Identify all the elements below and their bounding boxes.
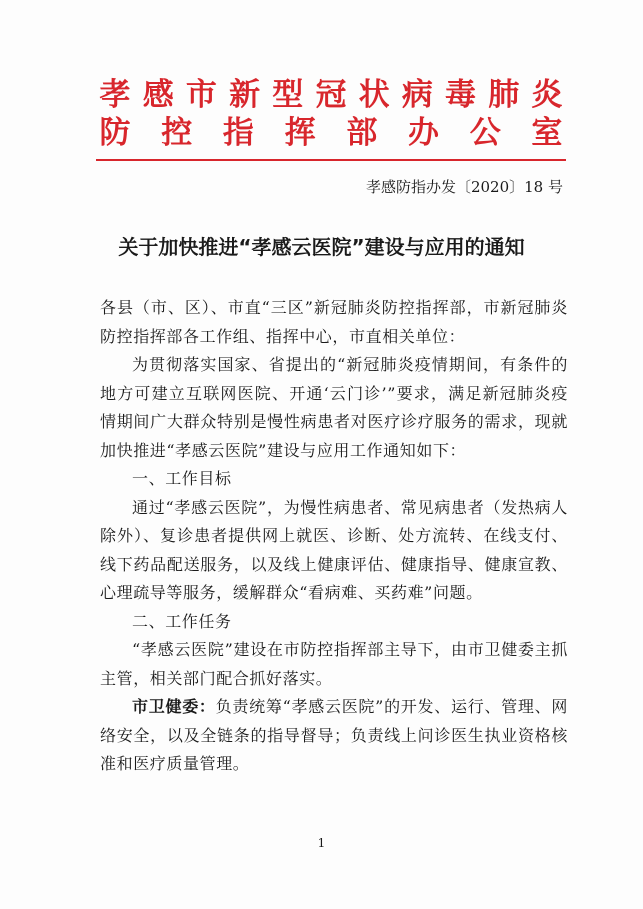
header-char: 孝 [99,77,131,113]
header-char: 毒 [445,77,476,113]
header-char: 炎 [531,77,563,113]
page-number: 1 [317,836,326,850]
issuing-office-header-line2 [96,114,566,152]
header-char: 型 [272,77,304,113]
duty-paragraph [100,693,568,779]
header-char: 新 [229,77,261,113]
header-char: 病 [401,77,433,113]
header-char: 市 [185,77,217,113]
recipients-paragraph: 各县（市、区）、市直“三区”新冠肺炎防控指挥部，市新冠肺炎防控指挥部各工作组、指挥中心，市直相关单位： [100,298,568,346]
section-heading-tasks: 二、工作任务 [132,611,232,631]
header-char: 公 [469,115,501,151]
duty-text: 负责统筹“孝感云医院”的开发、运行、管理、网络安全，以及全链条的指导督导；负责线上问诊医生执业资格核准和医疗质量管理。 [100,697,568,773]
header-char: 状 [358,77,390,113]
header-char: 肺 [488,77,520,113]
header-char: 防 [99,115,131,151]
goals-paragraph: 通过“孝感云医院”，为慢性病患者、常见病患者（发热病人除外）、复诊患者提供网上就医、诊断、处方流转、在线支付、线下药品配送服务，以及线上健康评估、健康指导、健康宣教、心理疏导等服务，缓解群众“看病难、买药难”问题。 [100,497,568,602]
document-title: 关于加快推进“孝感云医院”建设与应用的通知 [118,235,525,259]
document-number: 孝感防指办发〔2020〕18 号 [365,178,563,196]
header-char: 感 [142,77,174,113]
issuing-office-header-line1 [96,76,566,114]
section-heading-goals: 一、工作目标 [132,469,232,488]
tasks-paragraph: “孝感云医院”建设在市防控指挥部主导下，由市卫健委主抓主管，相关部门配合抓好落实。 [100,640,568,688]
header-char: 挥 [284,115,316,151]
header-char: 部 [346,115,378,151]
header-char: 室 [531,115,563,151]
duty-lead: 市卫健委： [132,697,216,716]
header-red-rule [96,159,566,161]
intro-paragraph: 为贯彻落实国家、省提出的“新冠肺炎疫情期间，有条件的地方可建立互联网医院、开通‘云门诊’”要求，满足新冠肺炎疫情期间广大群众特别是慢性病患者对医疗诊疗服务的需求，现就加快推进“孝感云医院”建设与应用工作通知如下： [100,355,568,460]
header-char: 指 [222,115,254,151]
header-char: 控 [161,115,193,151]
document-body [100,294,568,779]
header-char: 办 [408,115,440,151]
header-char: 冠 [315,77,347,113]
